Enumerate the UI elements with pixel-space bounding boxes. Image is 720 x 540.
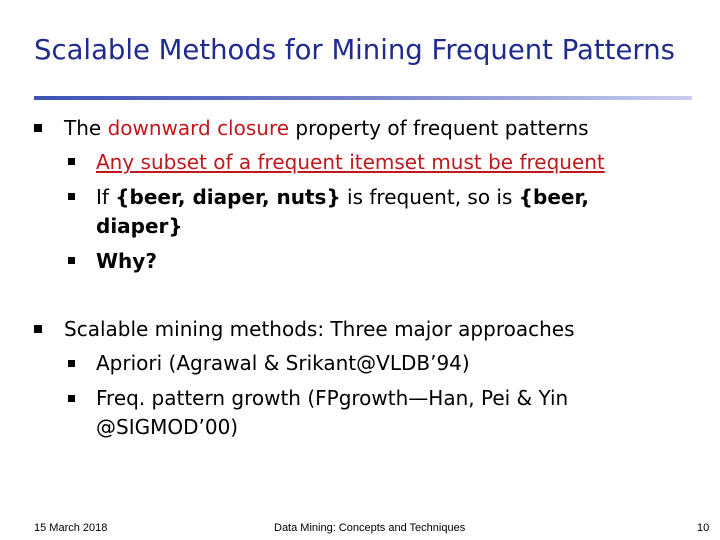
slide-title: Scalable Methods for Mining Frequent Patterns: [34, 34, 675, 66]
footer-page-number: 10: [697, 522, 710, 534]
item-1-pre: The: [64, 116, 108, 140]
sub-bullet-icon: [68, 193, 75, 200]
sub-bullet-icon: [68, 360, 75, 367]
sub-item-1-2-bold1: {beer, diaper, nuts}: [115, 185, 341, 209]
item-1-highlight: downward closure: [107, 116, 290, 140]
title-divider: [34, 96, 692, 100]
sub-item-2-2: Freq. pattern growth (FPgrowth—Han, Pei & Yin: [96, 386, 569, 410]
sub-item-1-3: Why?: [96, 249, 157, 273]
sub-bullet-icon: [68, 158, 75, 165]
sub-item-1-1: Any subset of a frequent itemset must be frequent: [96, 150, 605, 174]
bullet-icon: [34, 325, 42, 333]
sub-bullet-icon: [68, 257, 75, 264]
sub-item-2-2-continuation: @SIGMOD’00): [96, 415, 239, 439]
sub-item-2-1: Apriori (Agrawal & Srikant@VLDB’94): [96, 351, 470, 375]
item-2-text: Scalable mining methods: Three major approaches: [64, 317, 575, 341]
sub-item-1-2-continuation: diaper}: [96, 214, 183, 238]
sub-bullet-icon: [68, 395, 75, 402]
sub-item-1-2-mid: is frequent, so is: [340, 185, 519, 209]
footer-date: 15 March 2018: [34, 522, 108, 534]
item-1-text: [64, 116, 589, 140]
item-1-post: property of frequent patterns: [289, 116, 589, 140]
sub-item-1-2-bold2: {beer,: [518, 185, 589, 209]
footer-title: Data Mining: Concepts and Techniques: [274, 522, 466, 534]
bullet-icon: [34, 124, 42, 132]
sub-item-1-2-pre: If: [96, 185, 116, 209]
sub-item-1-2: [96, 185, 589, 209]
